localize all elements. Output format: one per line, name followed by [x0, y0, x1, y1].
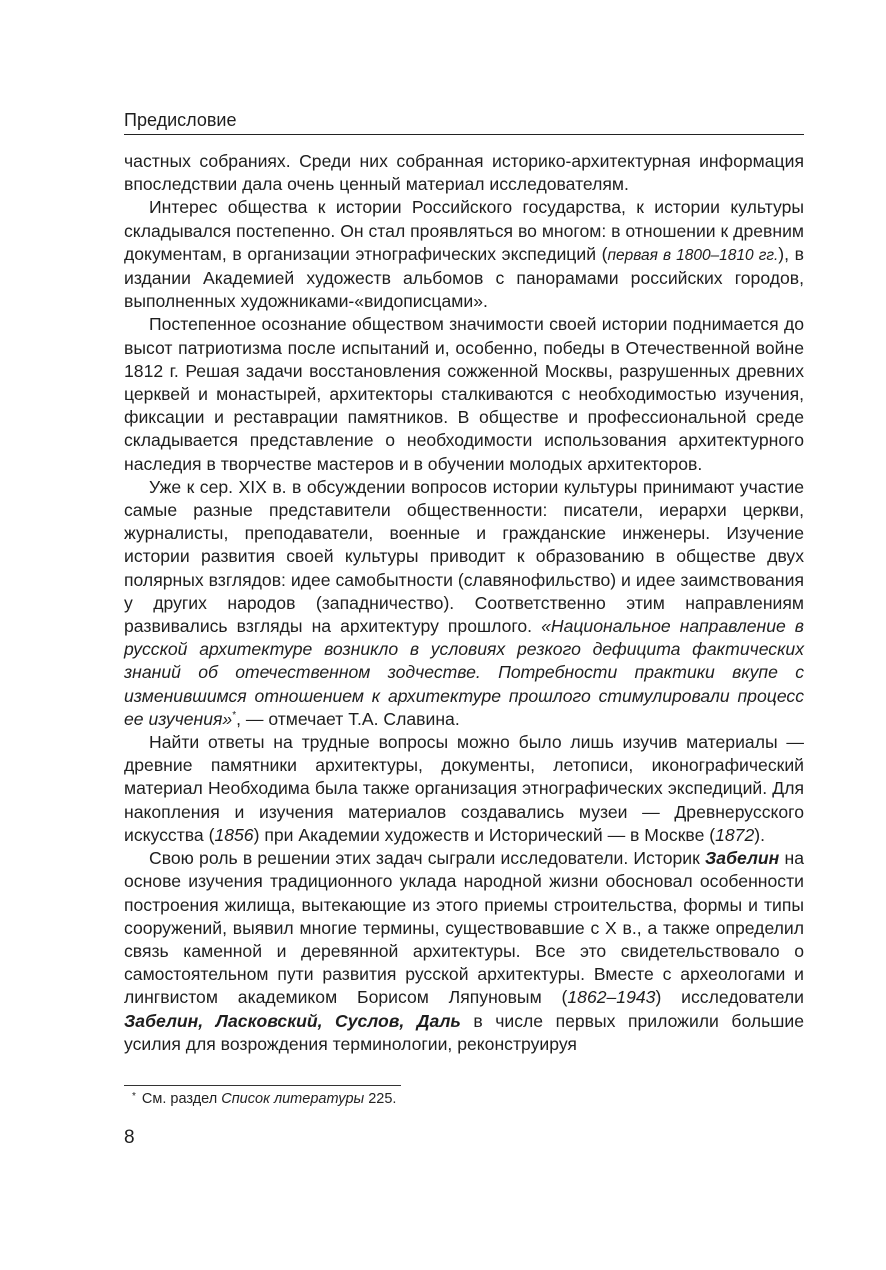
p6-name-zabelin: Забелин	[705, 848, 780, 869]
paragraph-5	[124, 731, 804, 847]
p6-text-a: Свою роль в решении этих задач сыграли исследователи. Историк	[149, 848, 705, 869]
p2-italic-date: первая в 1800–1810 гг.	[607, 246, 779, 264]
paragraph-1: частных собраниях. Среди них собранная историко-архитектурная информация впоследствии дала очень ценный материал исследователям.	[124, 151, 804, 195]
p5-year-1872: 1872	[715, 824, 755, 845]
footnote	[132, 1088, 396, 1108]
running-header: Предисловие	[124, 110, 237, 130]
paragraph-3: Постепенное осознание обществом значимости своей истории поднимается до высот патриотизма после испытаний и, особенно, победы в Отечественной войне 1812 г. Решая задачи восстановления сожженной Москвы, разрушенных древних церквей и монастырей, архитекторы сталкиваются с необходимостью изучения, фиксации и реставрации памятников. В обществе и профессиональной среде складывается представление о необходимости использования архитектурного наследия в творчестве мастеров и в обучении молодых архитекторов.	[124, 314, 804, 474]
body-text	[124, 150, 804, 1056]
p5-year-1856: 1856	[214, 824, 254, 845]
p6-years: 1862–1943	[567, 987, 656, 1008]
header-rule	[124, 134, 804, 135]
page-number: 8	[124, 1127, 135, 1148]
p6-text-c: ) исследователи	[655, 987, 804, 1008]
paragraph-4	[124, 476, 804, 731]
p6-text-b: на основе изучения традиционного уклада народной жизни обосновал особенности построения жилища, вытекающие из этого приемы строительства, формы и типы сооружений, выявил многие термины, существовавшие с X в., а также определил связь каменной и деревянной архитектуры. Все это свидетельствовало о самостоятельном пути развития русской архитектуры. Вместе с археологами и лингвистом академиком Борисом Ляпуновым (	[124, 848, 805, 1008]
p6-researcher-names: Забелин, Ласковский, Суслов, Даль	[124, 1010, 461, 1031]
p5-text-a: Найти ответы на трудные вопросы можно было лишь изучив материалы — древние памятники архитектуры, документы, летописи, иконографический материал Необходима была также организация этнографических экспедиций. Для накопления и изучения материалов создавались музеи — Древнерусского искусства (	[124, 732, 804, 845]
p2-text-c: ), в издании Академией художеств альбомов с панорамами российских городов, выполненных художниками-«видописцами».	[124, 243, 805, 312]
p2-text-a: Интерес общества к истории Российского государства, к истории культуры складывался постепенно. Он стал проявляться во многом: в отношении к древним документам, в организации этнографических экспедиций (	[124, 197, 804, 264]
footnote-marker: *	[232, 709, 237, 721]
footnote-mark: *	[132, 1091, 136, 1102]
p4-quote: «Национальное направление в русской архитектуре возникло в условиях резкого дефицита фактических знаний об отечественном зодчестве. Потребности практики вкупе с изменившимся отношением к архитектуре прошлого стимулировали процесс ее изучения»	[124, 616, 804, 729]
footnote-rule	[124, 1085, 401, 1086]
p5-text-b: ) при Академии художеств и Исторический — в Москве (	[253, 824, 716, 845]
footnote-text-a: См. раздел	[141, 1091, 222, 1107]
paragraph-6	[124, 847, 804, 1056]
paragraph-2	[124, 196, 804, 313]
footnote-text-b: 225.	[364, 1091, 397, 1107]
p6-text-d: в числе первых приложили большие усилия для возрождения терминологии, реконструируя	[124, 1010, 805, 1054]
p4-text-a: Уже к сер. XIX в. в обсуждении вопросов истории культуры принимают участие самые разные представители общественности: писатели, иерархи церкви, журналисты, преподаватели, военные и гражданские инженеры. Изучение истории развития своей культуры приводит к образованию в обществе двух полярных взглядов: идее самобытности (славянофильство) и идее заимствования у других народов (западничество). Соответственно этим направлениям развивались взгляды на архитектуру прошлого.	[124, 476, 804, 637]
p4-text-b: , — отмечает Т.А. Славина.	[236, 708, 460, 729]
footnote-reference: Список литературы	[221, 1091, 365, 1107]
p5-text-c: ).	[754, 824, 765, 845]
